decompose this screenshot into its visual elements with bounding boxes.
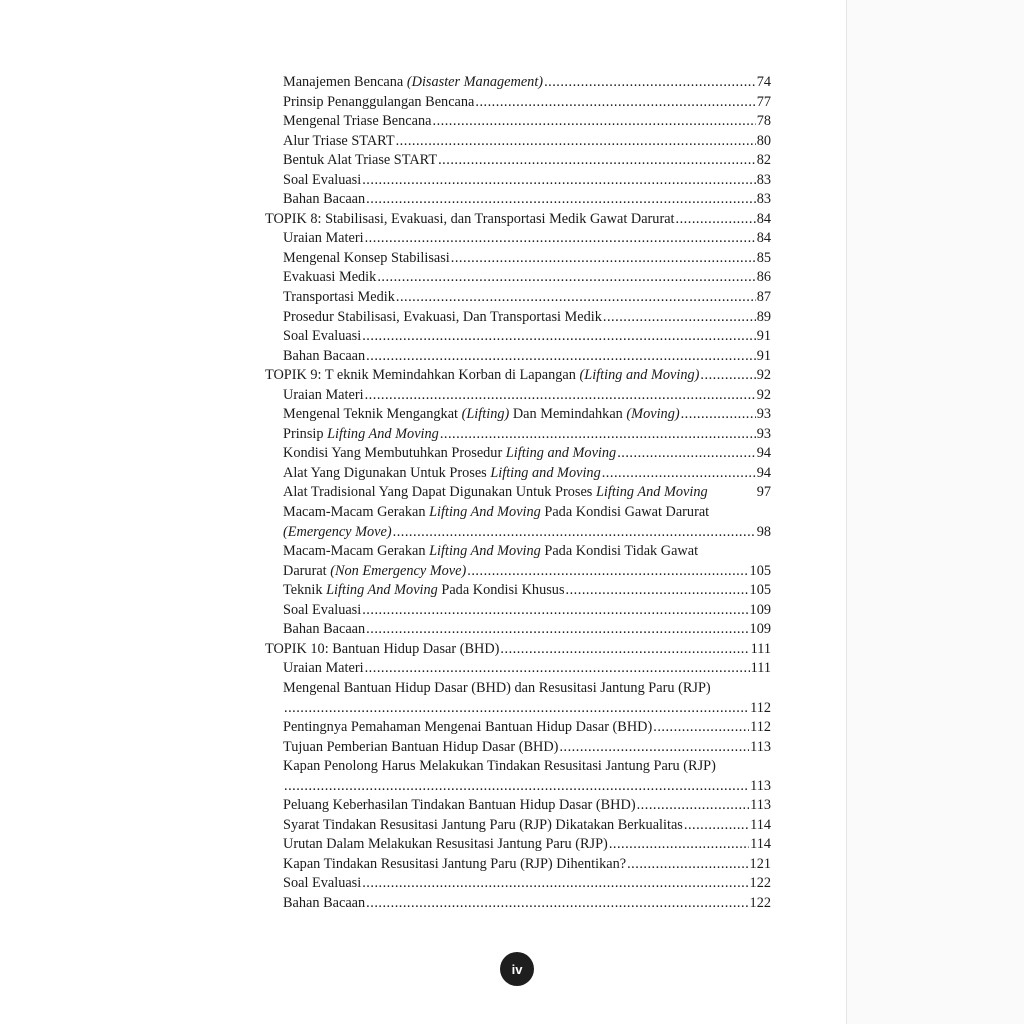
toc-leader-dots <box>602 464 756 484</box>
toc-entry-text: Mengenal Bantuan Hidup Dasar (BHD) dan Resusitasi Jantung Paru (RJP) <box>283 679 711 696</box>
toc-page-number: 109 <box>749 621 771 638</box>
toc-entry-title <box>283 151 437 171</box>
page-number-badge: iv <box>500 952 534 986</box>
toc-entry-title <box>283 425 439 445</box>
toc-leader-dots <box>627 855 748 875</box>
toc-entry-italic-text: (Non Emergency Move) <box>330 562 467 579</box>
toc-entry-text: Alat Tradisional Yang Dapat Digunakan Untuk Proses <box>283 484 596 501</box>
toc-entry[interactable] <box>265 386 771 406</box>
toc-entry[interactable] <box>265 347 771 367</box>
toc-entry-text: Soal Evaluasi <box>283 328 362 345</box>
toc-entry-italic-text: Lifting And Moving <box>429 543 541 560</box>
toc-topic-entry[interactable] <box>265 640 771 660</box>
toc-page-number: 94 <box>756 445 771 462</box>
toc-entry-title <box>283 855 626 875</box>
toc-entry[interactable] <box>265 855 771 875</box>
toc-entry[interactable] <box>265 190 771 210</box>
toc-entry-title <box>265 210 675 230</box>
toc-entry-text: Bahan Bacaan <box>283 621 366 638</box>
toc-page-number: 87 <box>756 289 771 306</box>
toc-page-number: 105 <box>749 562 771 579</box>
toc-entry[interactable] <box>265 718 771 738</box>
toc-page-number: 122 <box>749 875 771 892</box>
toc-entry-title <box>283 816 683 836</box>
toc-entry-title <box>283 347 365 367</box>
toc-entry-title <box>283 503 709 523</box>
toc-page-number: 91 <box>756 347 771 364</box>
toc-entry-text: Soal Evaluasi <box>283 171 362 188</box>
toc-entry-italic-text: Lifting and Moving <box>490 464 601 481</box>
toc-leader-dots <box>396 132 756 152</box>
toc-leader-dots <box>393 523 756 543</box>
toc-entry-title <box>283 718 652 738</box>
toc-entry-text: Uraian Materi <box>283 230 364 247</box>
toc-entry-title-line <box>265 679 771 699</box>
toc-page-number: 113 <box>750 777 771 794</box>
toc-entry-title <box>283 581 565 601</box>
toc-leader-dots <box>284 699 749 719</box>
toc-entry-title <box>283 190 365 210</box>
toc-entry-text: Manajemen Bencana <box>283 74 407 90</box>
toc-entry-title <box>283 464 601 484</box>
toc-entry[interactable] <box>265 816 771 836</box>
toc-entry-title <box>283 229 364 249</box>
toc-leader-dots <box>609 835 749 855</box>
toc-leader-dots <box>396 288 756 308</box>
toc-entry[interactable] <box>265 738 771 758</box>
toc-entry[interactable] <box>265 777 771 797</box>
toc-entry-text: TOPIK 10: Bantuan Hidup Dasar (BHD) <box>265 640 500 657</box>
toc-entry[interactable] <box>265 425 771 445</box>
toc-page-number: 111 <box>750 660 771 677</box>
toc-entry[interactable] <box>265 249 771 269</box>
toc-page-number: 84 <box>756 230 771 247</box>
toc-entry-italic-text: Lifting and Moving <box>505 445 617 462</box>
toc-entry-text: Peluang Keberhasilan Tindakan Bantuan Hidup Dasar (BHD) <box>283 797 636 814</box>
toc-entry-title <box>283 874 361 894</box>
toc-entry-text: Dan Memindahkan <box>509 406 627 423</box>
toc-entry-title <box>283 601 361 621</box>
toc-entry-text: Bentuk Alat Triase START <box>283 152 438 169</box>
page-margin <box>847 0 1024 1024</box>
toc-entry-text: Syarat Tindakan Resusitasi Jantung Paru (RJP) Dikatakan Berkualitas <box>283 816 683 833</box>
toc-entry[interactable] <box>265 288 771 308</box>
toc-entry-text: Prosedur Stabilisasi, Evakuasi, Dan Transportasi Medik <box>283 308 602 325</box>
toc-leader-dots <box>362 601 748 621</box>
toc-entry[interactable] <box>265 483 771 503</box>
toc-entry-text: Teknik <box>283 582 327 599</box>
toc-page-number: 85 <box>756 249 771 266</box>
toc-page-number: 94 <box>756 464 771 481</box>
toc-entry-title <box>283 659 364 679</box>
toc-page-number: 91 <box>756 328 771 345</box>
toc-entry[interactable] <box>265 171 771 191</box>
toc-entry-title <box>283 73 543 93</box>
toc-page-number: 121 <box>749 855 771 872</box>
toc-entry-title <box>283 757 716 777</box>
toc-entry-title <box>283 738 558 758</box>
toc-entry-text: Evakuasi Medik <box>283 269 377 286</box>
toc-leader-dots <box>559 738 749 758</box>
toc-leader-dots <box>475 93 755 113</box>
toc-entry-text: Pada Kondisi Gawat Darurat <box>540 504 710 521</box>
toc-entry-italic-text: Lifting And Moving <box>326 582 438 599</box>
toc-page-number: 97 <box>756 484 771 501</box>
toc-entry-title <box>283 796 636 816</box>
toc-page-number: 122 <box>749 894 771 911</box>
toc-entry[interactable] <box>265 659 771 679</box>
toc-entry[interactable] <box>265 601 771 621</box>
toc-entry-title-line <box>265 542 771 562</box>
toc-entry-italic-text: Lifting And Moving <box>327 425 439 442</box>
toc-entry[interactable] <box>265 699 771 719</box>
toc-entry-title <box>283 562 466 582</box>
toc-entry-text: Macam-Macam Gerakan <box>283 504 430 521</box>
toc-leader-dots <box>366 894 748 914</box>
toc-entry[interactable] <box>265 874 771 894</box>
toc-entry-title <box>283 327 361 347</box>
toc-entry-title <box>283 483 708 503</box>
toc-leader-dots <box>603 308 756 328</box>
toc-page-number: 93 <box>756 406 771 423</box>
toc-entry-title <box>265 366 699 386</box>
toc-entry[interactable] <box>265 151 771 171</box>
toc-entry-title <box>283 112 432 132</box>
toc-page-number: 113 <box>750 797 771 814</box>
toc-entry-text: Mengenal Teknik Mengangkat <box>283 406 462 423</box>
toc-entry-text: Tujuan Pemberian Bantuan Hidup Dasar (BHD) <box>283 738 559 755</box>
toc-entry[interactable] <box>265 405 771 425</box>
toc-entry[interactable] <box>265 229 771 249</box>
toc-entry[interactable] <box>265 444 771 464</box>
toc-entry-text: Transportasi Medik <box>283 289 395 306</box>
toc-page-number: 114 <box>750 816 771 833</box>
toc-page-number: 92 <box>756 367 771 384</box>
toc-entry-title <box>283 835 608 855</box>
toc-entry-text: Macam-Macam Gerakan <box>283 543 430 560</box>
toc-leader-dots <box>438 151 756 171</box>
toc-page-number: 77 <box>756 93 771 110</box>
toc-entry[interactable] <box>265 132 771 152</box>
toc-page-number: 112 <box>750 719 771 736</box>
toc-leader-dots <box>366 347 756 367</box>
toc-leader-dots <box>566 581 749 601</box>
toc-page-number: 82 <box>756 152 771 169</box>
toc-entry-italic-text: (Emergency Move) <box>283 523 392 540</box>
toc-entry-text: Mengenal Konsep Stabilisasi <box>283 249 450 266</box>
toc-leader-dots <box>467 562 748 582</box>
toc-page-number: 83 <box>756 191 771 208</box>
toc-entry[interactable] <box>265 112 771 132</box>
toc-entry[interactable] <box>265 620 771 640</box>
toc-entry-text: Darurat <box>283 562 331 579</box>
toc-leader-dots <box>676 210 756 230</box>
toc-page-number: 112 <box>750 699 771 716</box>
toc-entry-text: Pada Kondisi Tidak Gawat <box>540 543 699 560</box>
toc-leader-dots <box>366 190 756 210</box>
toc-topic-entry[interactable] <box>265 366 771 386</box>
toc-leader-dots <box>617 444 756 464</box>
toc-entry[interactable] <box>265 93 771 113</box>
toc-entry-title <box>283 620 365 640</box>
toc-entry-text: Prinsip <box>283 425 328 442</box>
toc-leader-dots <box>653 718 749 738</box>
toc-entry-title-line <box>265 503 771 523</box>
toc-leader-dots <box>433 112 756 132</box>
toc-entry[interactable] <box>265 835 771 855</box>
toc-entry-italic-text: (Lifting) <box>461 406 510 423</box>
toc-entry-title <box>283 268 376 288</box>
toc-entry-title-line <box>265 757 771 777</box>
toc-entry-italic-text: Lifting And Moving <box>595 484 708 501</box>
toc-leader-dots <box>637 796 749 816</box>
toc-leader-dots <box>544 73 756 93</box>
toc-page-number: 89 <box>756 308 771 325</box>
toc-leader-dots <box>365 659 750 679</box>
toc-page-number: 80 <box>756 132 771 149</box>
toc-page-number: 86 <box>756 269 771 286</box>
toc-entry-title <box>283 288 395 308</box>
toc-entry[interactable] <box>265 464 771 484</box>
toc-page-number: 113 <box>750 738 771 755</box>
toc-entry-text: Alat Yang Digunakan Untuk Proses <box>283 464 491 481</box>
toc-page-number: 105 <box>749 582 771 599</box>
toc-entry[interactable] <box>265 523 771 543</box>
toc-entry-text: Alur Triase START <box>283 132 395 149</box>
toc-leader-dots <box>451 249 756 269</box>
toc-leader-dots <box>365 386 756 406</box>
toc-page-number: 84 <box>756 210 771 227</box>
toc-entry-text: Uraian Materi <box>283 386 364 403</box>
toc-entry-text: Prinsip Penanggulangan Bencana <box>283 93 475 110</box>
toc-topic-entry[interactable] <box>265 210 771 230</box>
toc-entry-title <box>283 523 392 543</box>
toc-leader-dots <box>366 620 748 640</box>
toc-entry-text: Soal Evaluasi <box>283 601 362 618</box>
toc-entry[interactable] <box>265 562 771 582</box>
toc-page-number: 114 <box>750 836 771 853</box>
toc-leader-dots <box>684 816 749 836</box>
toc-entry-title <box>283 132 395 152</box>
toc-leader-dots <box>440 425 756 445</box>
toc-page-number: 74 <box>756 74 771 90</box>
toc-leader-dots <box>362 327 755 347</box>
toc-entry[interactable] <box>265 73 771 93</box>
toc-entry-italic-text: Lifting And Moving <box>429 504 541 521</box>
toc-entry-title <box>283 679 711 699</box>
toc-page-number: 78 <box>756 113 771 130</box>
toc-entry-text: Pada Kondisi Khusus <box>437 582 565 599</box>
toc-entry[interactable] <box>265 894 771 914</box>
toc-leader-dots <box>284 777 749 797</box>
toc-leader-dots <box>365 229 756 249</box>
toc-leader-dots <box>377 268 755 288</box>
toc-entry-text: Urutan Dalam Melakukan Resusitasi Jantung Paru (RJP) <box>283 836 608 853</box>
toc-leader-dots <box>700 366 755 386</box>
toc-entry-title <box>283 542 698 562</box>
toc-page-number: 92 <box>756 386 771 403</box>
toc-entry-text: Bahan Bacaan <box>283 347 366 364</box>
toc-entry[interactable] <box>265 308 771 328</box>
toc-entry-text: Uraian Materi <box>283 660 364 677</box>
toc-entry[interactable] <box>265 268 771 288</box>
toc-entry-italic-text: (Lifting and Moving) <box>579 367 700 384</box>
toc-entry-text: Kondisi Yang Membutuhkan Prosedur <box>283 445 506 462</box>
toc-entry-title <box>283 386 364 406</box>
toc-leader-dots <box>362 171 755 191</box>
toc-entry-title <box>283 171 361 191</box>
toc-leader-dots <box>681 405 756 425</box>
toc-leader-dots <box>500 640 749 660</box>
toc-entry-text: Mengenal Triase Bencana <box>283 113 432 130</box>
toc-page-number: 83 <box>756 171 771 188</box>
toc-entry-text: Pentingnya Pemahaman Mengenai Bantuan Hidup Dasar (BHD) <box>283 719 653 736</box>
toc-entry[interactable] <box>265 327 771 347</box>
table-of-contents <box>265 73 771 914</box>
toc-entry-text: Bahan Bacaan <box>283 191 366 208</box>
toc-entry-text: Bahan Bacaan <box>283 894 366 911</box>
toc-entry-title <box>283 444 616 464</box>
toc-entry-italic-text: (Moving) <box>626 406 680 423</box>
toc-entry-text: TOPIK 9: T eknik Memindahkan Korban di Lapangan <box>265 367 580 384</box>
toc-entry-title <box>283 93 474 113</box>
toc-page-number: 109 <box>749 601 771 618</box>
toc-entry-title <box>283 308 602 328</box>
toc-entry-title <box>265 640 499 660</box>
toc-page-number: 98 <box>756 523 771 540</box>
toc-entry[interactable] <box>265 581 771 601</box>
toc-entry-text: Kapan Tindakan Resusitasi Jantung Paru (RJP) Dihentikan? <box>283 855 627 872</box>
toc-entry-title <box>283 405 680 425</box>
toc-entry[interactable] <box>265 796 771 816</box>
toc-entry-italic-text: (Disaster Management) <box>406 74 544 90</box>
toc-page-number: 93 <box>756 425 771 442</box>
toc-page-number: 111 <box>750 640 771 657</box>
toc-entry-text: Kapan Penolong Harus Melakukan Tindakan Resusitasi Jantung Paru (RJP) <box>283 758 716 775</box>
toc-entry-text: TOPIK 8: Stabilisasi, Evakuasi, dan Transportasi Medik Gawat Darurat <box>265 210 675 227</box>
toc-entry-title <box>283 249 450 269</box>
toc-entry-title <box>283 894 365 914</box>
toc-entry-text: Soal Evaluasi <box>283 875 362 892</box>
toc-leader-dots <box>362 874 748 894</box>
